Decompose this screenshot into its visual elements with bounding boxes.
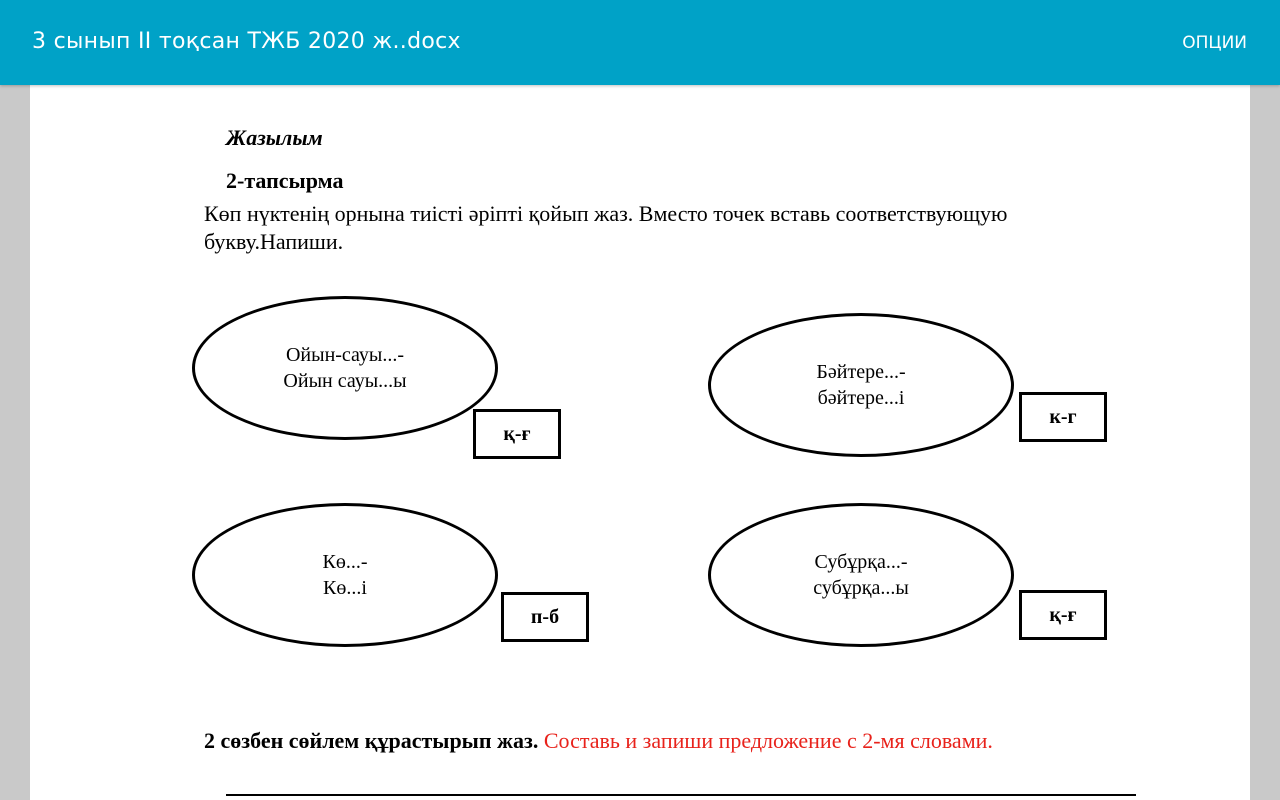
letter-box-1: қ-ғ bbox=[473, 409, 561, 459]
letter-box-2: к-г bbox=[1019, 392, 1107, 442]
header-bar bbox=[0, 0, 1280, 85]
word-line: Ойын сауы...ы bbox=[283, 370, 407, 392]
bottom-task-ru: Составь и запиши предложение с 2-мя словами. bbox=[543, 728, 993, 753]
answer-line bbox=[226, 794, 1136, 796]
word-line: Кө...- bbox=[322, 551, 368, 573]
word-ellipse-1 bbox=[192, 296, 498, 440]
word-line: Кө...і bbox=[323, 577, 367, 599]
word-ellipse-3 bbox=[192, 503, 498, 647]
options-button[interactable]: ОПЦИИ bbox=[1182, 33, 1247, 53]
letter-box-3: п-б bbox=[501, 592, 589, 642]
document-page bbox=[30, 85, 1250, 800]
word-line: субұрқа...ы bbox=[813, 577, 909, 599]
word-ellipse-4 bbox=[708, 503, 1014, 647]
word-line: Бәйтере...- bbox=[816, 361, 906, 383]
word-line: Субұрқа...- bbox=[814, 551, 908, 573]
task-instruction: Көп нүктенің орнына тиісті әріпті қойып жаз. Вместо точек вставь соответствующую букву.Напиши. bbox=[204, 201, 1008, 254]
document-title: 3 сынып II тоқсан ТЖБ 2020 ж..docx bbox=[32, 29, 461, 54]
word-line: бәйтере...і bbox=[817, 387, 905, 409]
section-title: Жазылым bbox=[226, 125, 323, 150]
bottom-task bbox=[204, 728, 993, 754]
task-title: 2-тапсырма bbox=[226, 168, 344, 193]
word-line: Ойын-сауы...- bbox=[285, 344, 405, 366]
word-ellipse-2 bbox=[708, 313, 1014, 457]
bottom-task-kz: 2 сөзбен сөйлем құрастырып жаз. bbox=[204, 728, 539, 753]
letter-box-4: қ-ғ bbox=[1019, 590, 1107, 640]
